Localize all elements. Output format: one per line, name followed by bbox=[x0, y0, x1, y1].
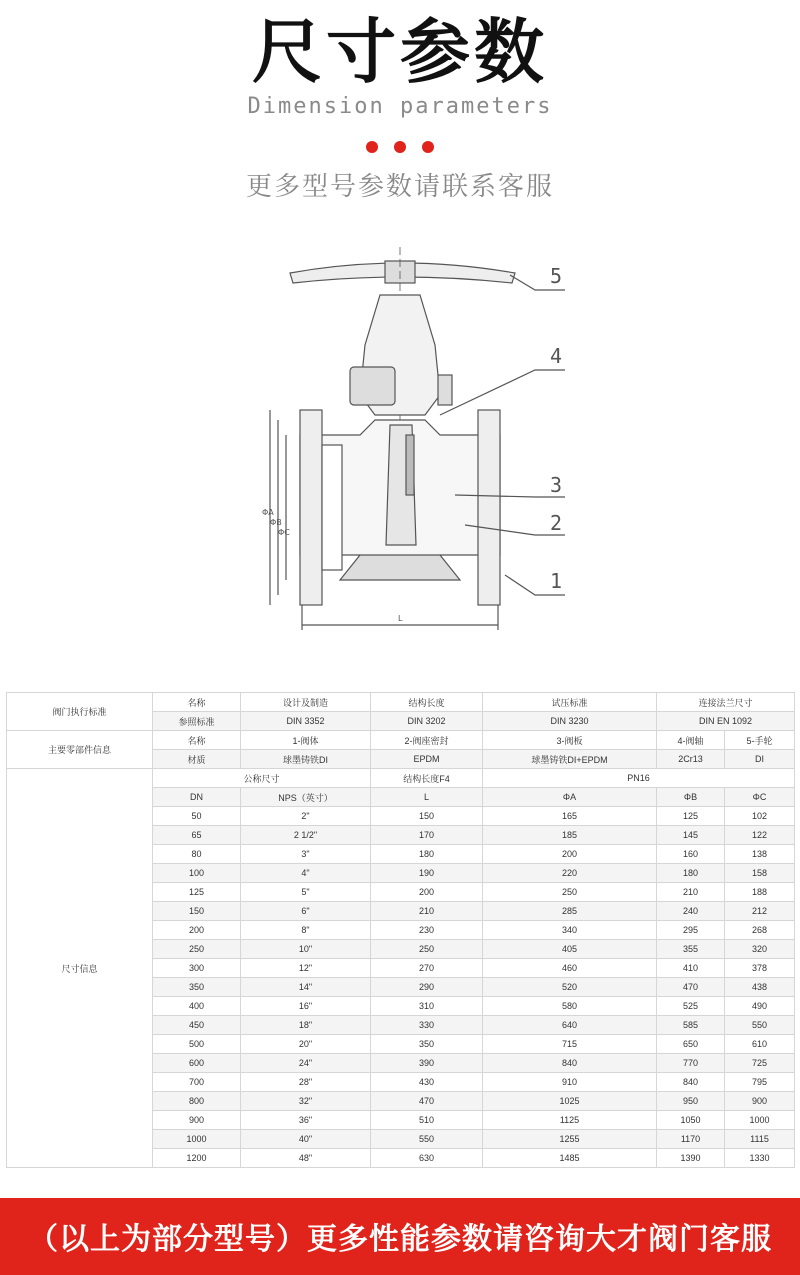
table-cell: 520 bbox=[483, 978, 657, 997]
table-cell: 2" bbox=[241, 807, 371, 826]
table-cell: 12" bbox=[241, 959, 371, 978]
table-cell: 350 bbox=[153, 978, 241, 997]
table-cell: 158 bbox=[725, 864, 795, 883]
column-header: ΦC bbox=[725, 788, 795, 807]
column-header: ΦA bbox=[483, 788, 657, 807]
table-cell: 950 bbox=[657, 1092, 725, 1111]
table-cell: 100 bbox=[153, 864, 241, 883]
table-cell: 20" bbox=[241, 1035, 371, 1054]
table-cell: 300 bbox=[153, 959, 241, 978]
table-cell: 2-阀座密封 bbox=[371, 731, 483, 750]
table-cell: 700 bbox=[153, 1073, 241, 1092]
table-cell: 188 bbox=[725, 883, 795, 902]
table-cell: 510 bbox=[371, 1111, 483, 1130]
table-cell: DI bbox=[725, 750, 795, 769]
table-cell: 5-手轮 bbox=[725, 731, 795, 750]
gland bbox=[350, 367, 395, 405]
table-cell: 585 bbox=[657, 1016, 725, 1035]
table-cell: 840 bbox=[657, 1073, 725, 1092]
table-cell: 600 bbox=[153, 1054, 241, 1073]
table-cell: 结构长度F4 bbox=[371, 769, 483, 788]
table-cell: 470 bbox=[371, 1092, 483, 1111]
table-cell: 1200 bbox=[153, 1149, 241, 1168]
table-cell: 1170 bbox=[657, 1130, 725, 1149]
table-cell: 14" bbox=[241, 978, 371, 997]
dim-label-l: L bbox=[398, 614, 403, 623]
table-cell: DIN 3202 bbox=[371, 712, 483, 731]
standards-label: 阀门执行标准 bbox=[7, 693, 153, 731]
column-header: DN bbox=[153, 788, 241, 807]
parts-label: 主要零部件信息 bbox=[7, 731, 153, 769]
callout-3: 3 bbox=[550, 473, 563, 497]
table-cell: 165 bbox=[483, 807, 657, 826]
table-cell: 250 bbox=[371, 940, 483, 959]
table-cell: 1050 bbox=[657, 1111, 725, 1130]
table-cell: 150 bbox=[371, 807, 483, 826]
table-cell: 910 bbox=[483, 1073, 657, 1092]
table-cell: 438 bbox=[725, 978, 795, 997]
callout-4: 4 bbox=[550, 344, 563, 368]
table-cell: 160 bbox=[657, 845, 725, 864]
table-cell: 32" bbox=[241, 1092, 371, 1111]
decorative-dots bbox=[0, 138, 800, 157]
table-cell: 490 bbox=[725, 997, 795, 1016]
table-cell: 球墨铸铁DI bbox=[241, 750, 371, 769]
table-cell: 220 bbox=[483, 864, 657, 883]
table-cell: 122 bbox=[725, 826, 795, 845]
column-header: ΦB bbox=[657, 788, 725, 807]
table-cell: 270 bbox=[371, 959, 483, 978]
table-cell: 500 bbox=[153, 1035, 241, 1054]
table-cell: PN16 bbox=[483, 769, 795, 788]
table-cell: 设计及制造 bbox=[241, 693, 371, 712]
table-cell: 200 bbox=[483, 845, 657, 864]
right-flange bbox=[478, 410, 500, 605]
table-cell: 80 bbox=[153, 845, 241, 864]
table-cell: 138 bbox=[725, 845, 795, 864]
table-cell: 840 bbox=[483, 1054, 657, 1073]
table-cell: DIN EN 1092 bbox=[657, 712, 795, 731]
table-cell: 285 bbox=[483, 902, 657, 921]
table-cell: 8" bbox=[241, 921, 371, 940]
table-cell: 378 bbox=[725, 959, 795, 978]
table-cell: 900 bbox=[725, 1092, 795, 1111]
table-cell: DIN 3230 bbox=[483, 712, 657, 731]
table-cell: 连接法兰尺寸 bbox=[657, 693, 795, 712]
table-cell: 102 bbox=[725, 807, 795, 826]
table-cell: 210 bbox=[657, 883, 725, 902]
page-title: 尺寸参数 bbox=[252, 11, 548, 93]
table-cell: 170 bbox=[371, 826, 483, 845]
table-cell: 460 bbox=[483, 959, 657, 978]
table-cell: 2 1/2" bbox=[241, 826, 371, 845]
spec-table bbox=[6, 692, 795, 1168]
gate-valve-drawing bbox=[240, 235, 570, 635]
table-cell: 610 bbox=[725, 1035, 795, 1054]
table-cell: 450 bbox=[153, 1016, 241, 1035]
table-cell: 1390 bbox=[657, 1149, 725, 1168]
table-cell: 350 bbox=[371, 1035, 483, 1054]
column-header: NPS（英寸） bbox=[241, 788, 371, 807]
table-cell: 50 bbox=[153, 807, 241, 826]
dim-label-a: ΦA bbox=[262, 508, 274, 517]
table-cell: 1485 bbox=[483, 1149, 657, 1168]
table-cell: 770 bbox=[657, 1054, 725, 1073]
table-cell: 36" bbox=[241, 1111, 371, 1130]
table-cell: 40" bbox=[241, 1130, 371, 1149]
table-cell: 1115 bbox=[725, 1130, 795, 1149]
page-subtitle: Dimension parameters bbox=[247, 94, 553, 119]
dot-icon bbox=[366, 141, 378, 153]
table-cell: DIN 3352 bbox=[241, 712, 371, 731]
table-cell: 150 bbox=[153, 902, 241, 921]
table-cell: 390 bbox=[371, 1054, 483, 1073]
dot-icon bbox=[422, 141, 434, 153]
table-cell: 125 bbox=[657, 807, 725, 826]
table-cell: 4" bbox=[241, 864, 371, 883]
table-cell: 结构长度 bbox=[371, 693, 483, 712]
table-cell: 400 bbox=[153, 997, 241, 1016]
table-cell: EPDM bbox=[371, 750, 483, 769]
table-cell: 650 bbox=[657, 1035, 725, 1054]
table-cell: 725 bbox=[725, 1054, 795, 1073]
table-cell: 210 bbox=[371, 902, 483, 921]
table-cell: 3" bbox=[241, 845, 371, 864]
table-cell: 5" bbox=[241, 883, 371, 902]
table-cell: 1125 bbox=[483, 1111, 657, 1130]
table-cell: 212 bbox=[725, 902, 795, 921]
table-cell: 参照标准 bbox=[153, 712, 241, 731]
table-cell: 900 bbox=[153, 1111, 241, 1130]
table-cell: 名称 bbox=[153, 731, 241, 750]
table-cell: 1000 bbox=[153, 1130, 241, 1149]
callout-5: 5 bbox=[550, 264, 563, 288]
callout-2: 2 bbox=[550, 511, 563, 535]
table-cell: 125 bbox=[153, 883, 241, 902]
table-cell: 410 bbox=[657, 959, 725, 978]
dot-icon bbox=[394, 141, 406, 153]
table-cell: 2Cr13 bbox=[657, 750, 725, 769]
table-cell: 525 bbox=[657, 997, 725, 1016]
table-cell: 试压标准 bbox=[483, 693, 657, 712]
table-cell: 310 bbox=[371, 997, 483, 1016]
table-cell: 1000 bbox=[725, 1111, 795, 1130]
table-cell: 550 bbox=[371, 1130, 483, 1149]
table-cell: 405 bbox=[483, 940, 657, 959]
table-cell: 340 bbox=[483, 921, 657, 940]
table-cell: 240 bbox=[657, 902, 725, 921]
table-cell: 290 bbox=[371, 978, 483, 997]
dimensions-label: 尺寸信息 bbox=[7, 769, 153, 1168]
table-cell: 材质 bbox=[153, 750, 241, 769]
table-cell: 580 bbox=[483, 997, 657, 1016]
table-cell: 630 bbox=[371, 1149, 483, 1168]
table-cell: 795 bbox=[725, 1073, 795, 1092]
table-cell: 295 bbox=[657, 921, 725, 940]
table-cell: 1255 bbox=[483, 1130, 657, 1149]
table-cell: 715 bbox=[483, 1035, 657, 1054]
table-cell: 180 bbox=[657, 864, 725, 883]
table-cell: 320 bbox=[725, 940, 795, 959]
table-cell: 200 bbox=[371, 883, 483, 902]
dim-label-b: ΦB bbox=[270, 518, 282, 527]
dim-label-c: ΦC bbox=[278, 528, 290, 537]
table-cell: 330 bbox=[371, 1016, 483, 1035]
table-cell: 355 bbox=[657, 940, 725, 959]
table-cell: 18" bbox=[241, 1016, 371, 1035]
table-cell: 3-阀板 bbox=[483, 731, 657, 750]
table-cell: 1-阀体 bbox=[241, 731, 371, 750]
table-cell: 球墨铸铁DI+EPDM bbox=[483, 750, 657, 769]
table-cell: 28" bbox=[241, 1073, 371, 1092]
contact-tagline: 更多型号参数请联系客服 bbox=[245, 172, 554, 202]
table-cell: 800 bbox=[153, 1092, 241, 1111]
table-cell: 16" bbox=[241, 997, 371, 1016]
table-cell: 24" bbox=[241, 1054, 371, 1073]
table-cell: 48" bbox=[241, 1149, 371, 1168]
table-cell: 1330 bbox=[725, 1149, 795, 1168]
table-cell: 550 bbox=[725, 1016, 795, 1035]
table-cell: 185 bbox=[483, 826, 657, 845]
table-cell: 250 bbox=[483, 883, 657, 902]
table-cell: 640 bbox=[483, 1016, 657, 1035]
column-header: L bbox=[371, 788, 483, 807]
table-cell: 250 bbox=[153, 940, 241, 959]
table-cell: 268 bbox=[725, 921, 795, 940]
table-cell: 65 bbox=[153, 826, 241, 845]
table-cell: 10" bbox=[241, 940, 371, 959]
table-cell: 名称 bbox=[153, 693, 241, 712]
table-cell: 公称尺寸 bbox=[153, 769, 371, 788]
table-cell: 145 bbox=[657, 826, 725, 845]
table-cell: 230 bbox=[371, 921, 483, 940]
table-cell: 470 bbox=[657, 978, 725, 997]
table-cell: 4-阀轴 bbox=[657, 731, 725, 750]
table-cell: 190 bbox=[371, 864, 483, 883]
table-cell: 430 bbox=[371, 1073, 483, 1092]
callout-1: 1 bbox=[550, 569, 563, 593]
left-flange bbox=[300, 410, 322, 605]
table-cell: 1025 bbox=[483, 1092, 657, 1111]
table-cell: 180 bbox=[371, 845, 483, 864]
footer-banner-text: （以上为部分型号）更多性能参数请咨询大才阀门客服 bbox=[28, 1222, 772, 1257]
table-cell: 6" bbox=[241, 902, 371, 921]
table-cell: 200 bbox=[153, 921, 241, 940]
